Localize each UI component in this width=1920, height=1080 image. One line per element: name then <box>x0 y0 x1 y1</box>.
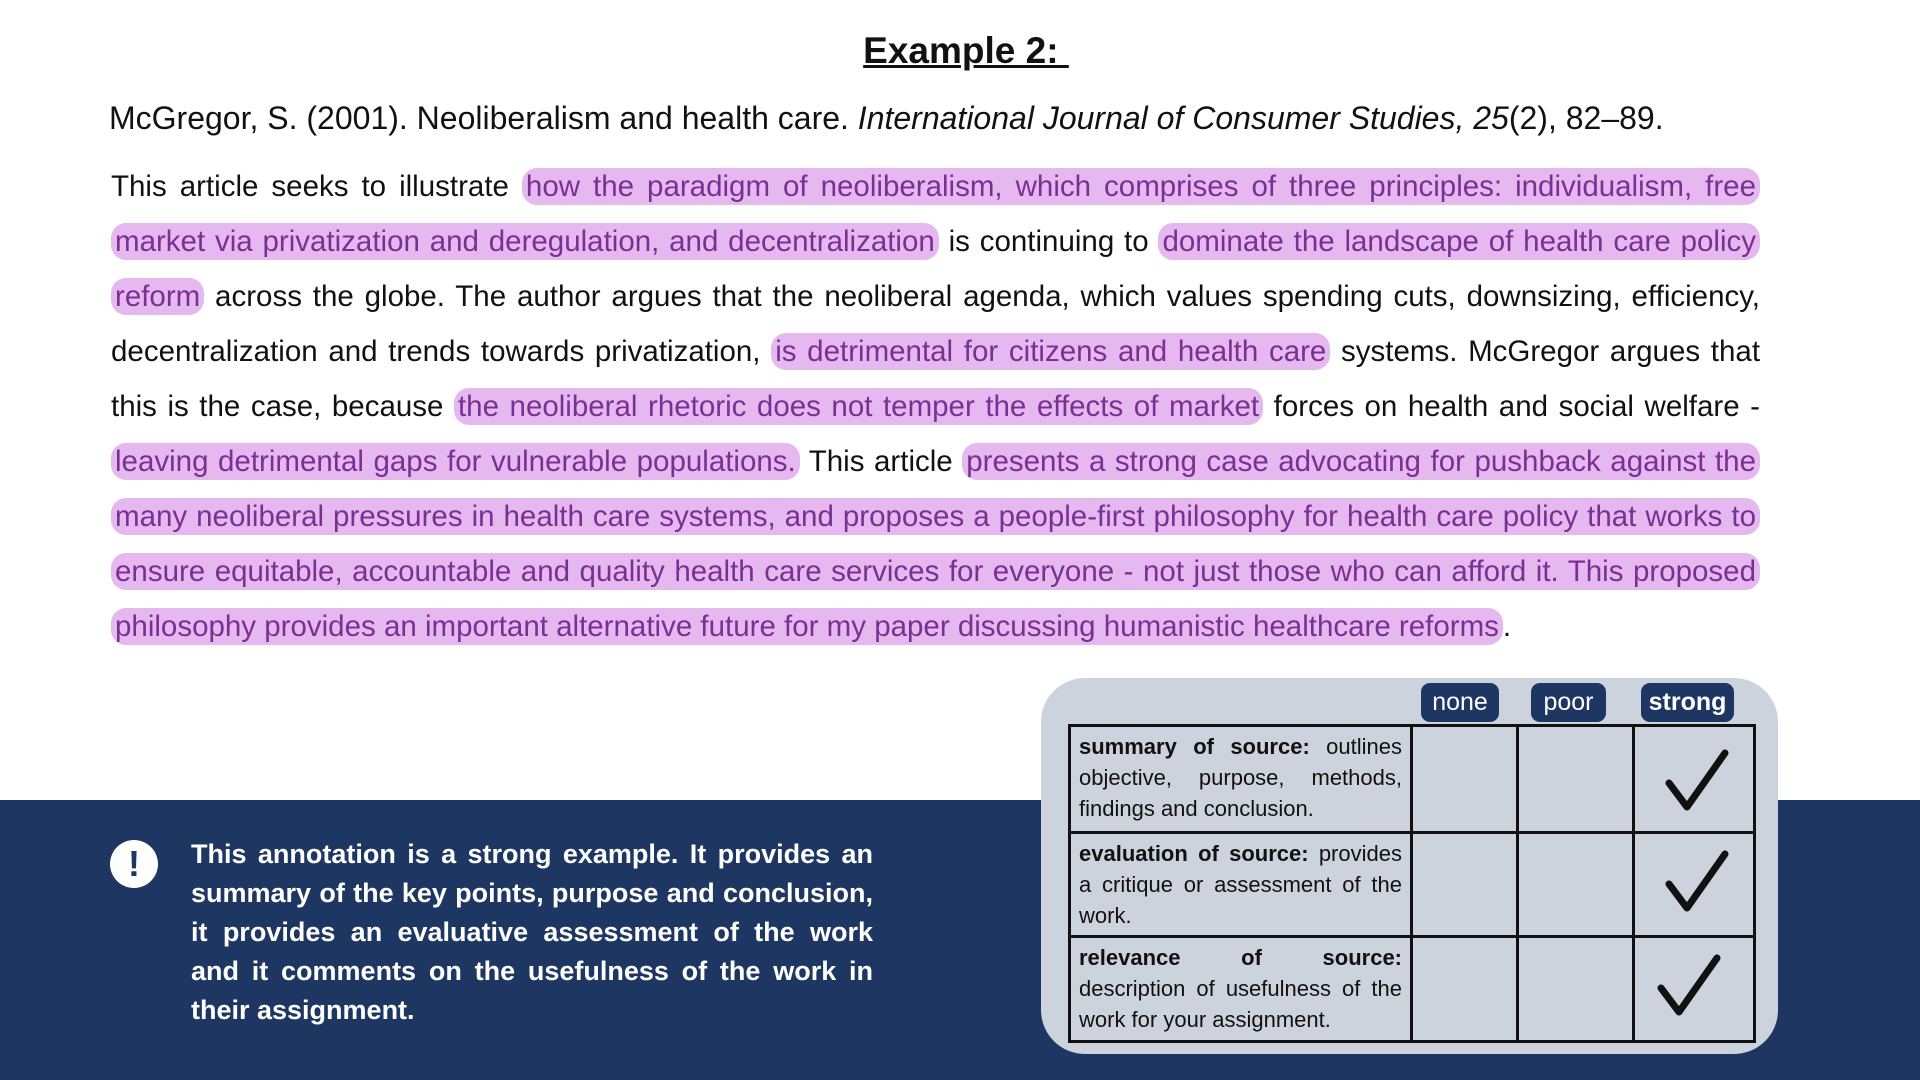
citation-issue-pages: (2), 82–89. <box>1508 100 1664 136</box>
annotation-paragraph <box>111 159 1760 654</box>
checkmark-icon <box>1665 749 1729 813</box>
annotation-text: across the globe. The author argues that the neoliberal agenda, which values spending cuts, downsizing, efficiency, decentralization and trends towards privatization, <box>111 280 1760 368</box>
citation-authors-title: McGregor, S. (2001). Neoliberalism and health care. <box>109 100 858 136</box>
table-row <box>1070 937 1755 1042</box>
rubric-cell-poor <box>1518 833 1634 937</box>
feedback-note: This annotation is a strong example. It provides an summary of the key points, purpose and conclusion, it provides an evaluative assessment of the work and it comments on the usefulness of the work in their assignment. <box>191 839 873 1025</box>
rubric-header-poor: poor <box>1531 683 1606 722</box>
rubric-cell-strong <box>1634 937 1755 1042</box>
rubric-cell-strong <box>1634 726 1755 833</box>
checkmark-icon <box>1657 954 1721 1018</box>
citation <box>109 100 1829 137</box>
rubric-header-strong: strong <box>1641 683 1734 722</box>
highlight-summary: leaving detrimental gaps for vulnerable populations. <box>111 443 800 480</box>
highlight-evaluation: presents a strong case advocating for pushback against the many neoliberal pressures in health care systems, and proposes a people-first philosophy for health care policy that works to ensure equitable, accountable and quality health care services for everyone - not just those who can afford it. This proposed philosophy provides an important alternative future for my paper discussing humanistic healthcare reforms <box>111 443 1760 645</box>
rubric-criterion-evaluation: evaluation of source: provides a critique or assessment of the work. <box>1070 833 1412 937</box>
page-title: Example 2: <box>863 30 1069 71</box>
rubric-criterion-summary: summary of source: outlines objective, purpose, methods, findings and conclusion. <box>1070 726 1412 833</box>
rubric-header-none: none <box>1421 683 1499 722</box>
table-row <box>1070 833 1755 937</box>
citation-journal: International Journal of Consumer Studies, 25 <box>857 100 1509 136</box>
annotation-text: forces on health and social welfare - <box>1263 390 1760 423</box>
rubric-table <box>1068 724 1756 1043</box>
highlight-summary: dominate the landscape of health care policy reform <box>111 223 1760 315</box>
annotation-text: . <box>1502 610 1512 643</box>
checkmark-icon <box>1665 850 1729 914</box>
annotation-text: This article <box>799 445 963 478</box>
annotation-text: is continuing to <box>938 225 1159 258</box>
rubric-criterion-relevance: relevance of source: description of usefulness of the work for your assignment. <box>1070 937 1412 1042</box>
rubric-cell-poor <box>1518 937 1634 1042</box>
exclamation-icon: ! <box>110 840 158 888</box>
highlight-summary: how the paradigm of neoliberalism, which comprises of three principles: individualism, free market via privatization and deregulation, and decentralization <box>111 168 1760 260</box>
annotation-text: This article seeks to illustrate <box>111 170 522 203</box>
annotation-text: systems. McGregor argues that this is the case, because <box>111 335 1761 423</box>
rubric-cell-none <box>1412 937 1518 1042</box>
highlight-summary: is detrimental for citizens and health care <box>771 333 1330 370</box>
rubric-cell-none <box>1412 726 1518 833</box>
rubric-cell-strong <box>1634 833 1755 937</box>
highlight-summary: the neoliberal rhetoric does not temper the effects of market <box>454 388 1263 425</box>
table-row <box>1070 726 1755 833</box>
rubric-cell-none <box>1412 833 1518 937</box>
rubric-cell-poor <box>1518 726 1634 833</box>
